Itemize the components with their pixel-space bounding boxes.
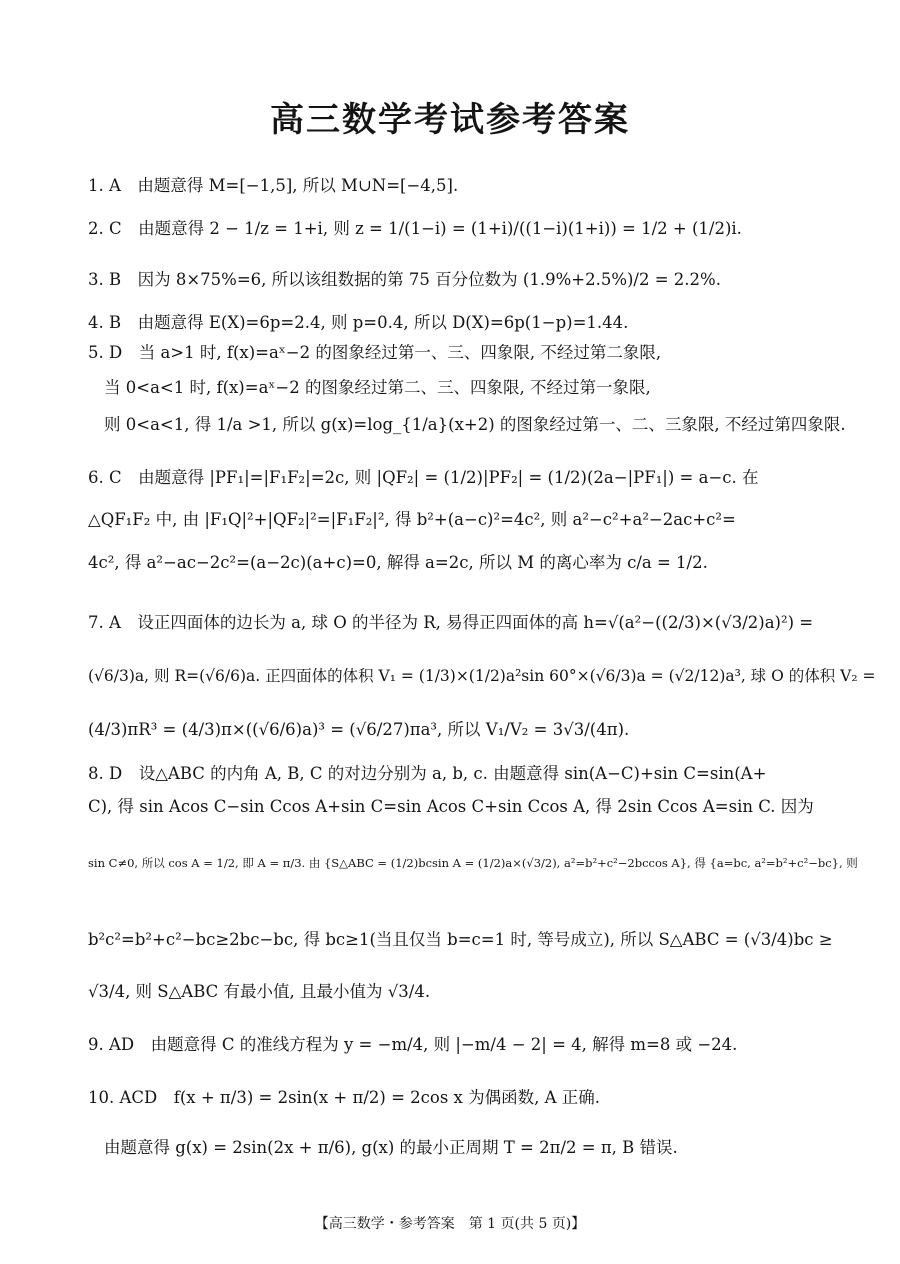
answer-2: 2. C 由题意得 2 − 1/z = 1+i, 则 z = 1/(1−i) = (1+i)/((1−i)(1+i)) = 1/2 + (1/2)i. <box>88 219 742 238</box>
answer-7-line-3: (4/3)πR³ = (4/3)π×((√6/6)a)³ = (√6/27)πa³, 所以 V₁/V₂ = 3√3/(4π). <box>88 720 630 739</box>
answer-5-line-1: 5. D 当 a>1 时, f(x)=aˣ−2 的图象经过第一、三、四象限, 不经过第二象限, <box>88 343 662 362</box>
answer-7-line-1: 7. A 设正四面体的边长为 a, 球 O 的半径为 R, 易得正四面体的高 h=√(a²−((2/3)×(√3/2)a)²) = <box>88 613 814 632</box>
page-title: 高三数学考试参考答案 <box>270 100 630 140</box>
answer-6-line-3: 4c², 得 a²−ac−2c²=(a−2c)(a+c)=0, 解得 a=2c, 所以 M 的离心率为 c/a = 1/2. <box>88 553 708 572</box>
answer-10-line-1: 10. ACD f(x + π/3) = 2sin(x + π/2) = 2cos x 为偶函数, A 正确. <box>88 1088 600 1107</box>
answer-3: 3. B 因为 8×75%=6, 所以该组数据的第 75 百分位数为 (1.9%+2.5%)/2 = 2.2%. <box>88 270 721 289</box>
answer-8-line-5: √3/4, 则 S△ABC 有最小值, 且最小值为 √3/4. <box>88 982 431 1001</box>
answer-8-line-4: b²c²=b²+c²−bc≥2bc−bc, 得 bc≥1(当且仅当 b=c=1 时, 等号成立), 所以 S△ABC = (√3/4)bc ≥ <box>88 930 833 949</box>
answer-7-line-2: (√6/3)a, 则 R=(√6/6)a. 正四面体的体积 V₁ = (1/3)×(1/2)a²sin 60°×(√6/3)a = (√2/12)a³, 球 O 的体积 V₂ = <box>88 667 876 685</box>
answer-9: 9. AD 由题意得 C 的准线方程为 y = −m/4, 则 |−m/4 − 2| = 4, 解得 m=8 或 −24. <box>88 1035 738 1054</box>
answer-1: 1. A 由题意得 M=[−1,5], 所以 M∪N=[−4,5]. <box>88 176 459 195</box>
answer-6-line-2: △QF₁F₂ 中, 由 |F₁Q|²+|QF₂|²=|F₁F₂|², 得 b²+(a−c)²=4c², 则 a²−c²+a²−2ac+c²= <box>88 510 736 529</box>
answer-5-line-2: 当 0<a<1 时, f(x)=aˣ−2 的图象经过第二、三、四象限, 不经过第一象限, <box>104 378 651 397</box>
answer-4: 4. B 由题意得 E(X)=6p=2.4, 则 p=0.4, 所以 D(X)=6p(1−p)=1.44. <box>88 313 629 332</box>
page-footer: 【高三数学・参考答案 第 1 页(共 5 页)】 <box>314 1216 586 1232</box>
answer-6-line-1: 6. C 由题意得 |PF₁|=|F₁F₂|=2c, 则 |QF₂| = (1/2)|PF₂| = (1/2)(2a−|PF₁|) = a−c. 在 <box>88 468 759 487</box>
answer-8-line-3: sin C≠0, 所以 cos A = 1/2, 即 A = π/3. 由 {S△ABC = (1/2)bcsin A = (1/2)a×(√3/2), a²=b²+c²−2bccos A}, 得 {a=bc, a²=b²+c²−bc}, 则 <box>88 856 858 870</box>
answer-8-line-1: 8. D 设△ABC 的内角 A, B, C 的对边分别为 a, b, c. 由题意得 sin(A−C)+sin C=sin(A+ <box>88 764 767 783</box>
answer-8-line-2: C), 得 sin Acos C−sin Ccos A+sin C=sin Acos C+sin Ccos A, 得 2sin Ccos A=sin C. 因为 <box>88 797 814 816</box>
answer-5-line-3: 则 0<a<1, 得 1/a >1, 所以 g(x)=log_{1/a}(x+2) 的图象经过第一、二、三象限, 不经过第四象限. <box>104 415 846 434</box>
answer-10-line-2: 由题意得 g(x) = 2sin(2x + π/6), g(x) 的最小正周期 T = 2π/2 = π, B 错误. <box>104 1138 678 1157</box>
